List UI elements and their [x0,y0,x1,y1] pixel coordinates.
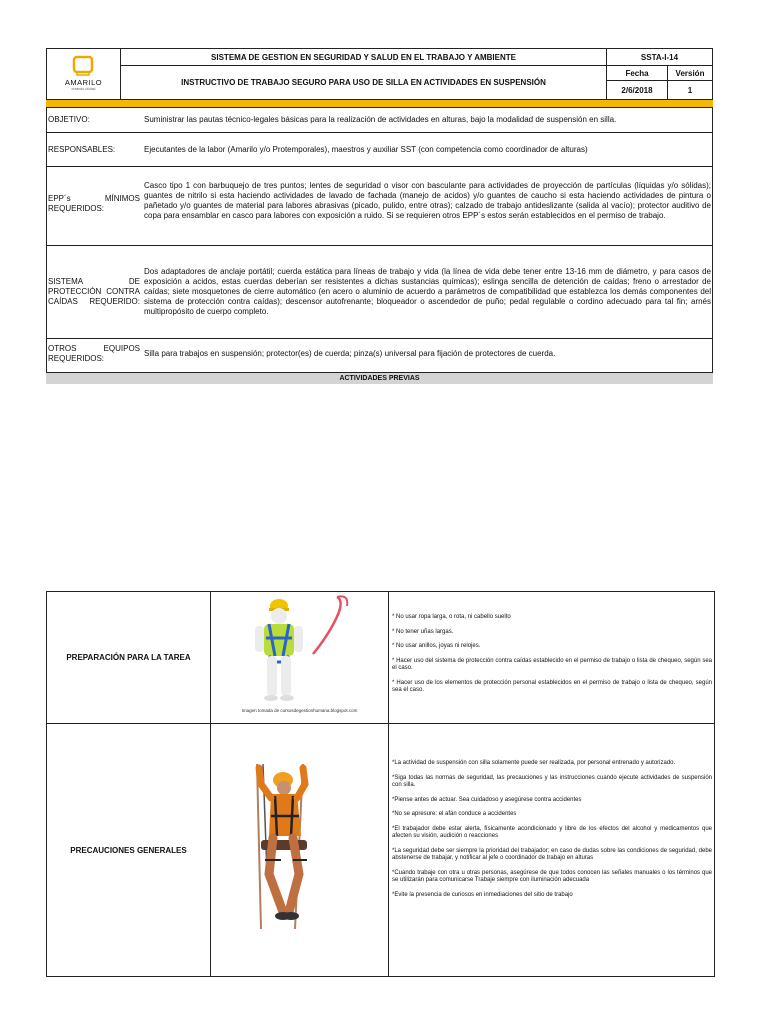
prec-bullet: *La actividad de suspensión con silla solamente puede ser realizada, por personal entrenado y autorizado. [392,760,676,766]
prec-label: PRECAUCIONES GENERALES [70,845,187,855]
prec-bullet: *La seguridad debe ser siempre la prioridad del trabajador; en caso de dudas sobre las condiciones de seguridad, debe abstenerse de trabajar, y notificar al jefe o coordinador de trabajo en alturas [392,847,712,861]
doc-code: SSTA-I-14 [606,48,713,66]
prep-bullet: * Hacer uso de los elementos de protección personal establecidos en el permiso de trabajo o lista de chequeo, según sea el caso. [392,679,712,693]
logo-cell [46,48,121,100]
prep-bullets [392,614,712,702]
prec-image [211,724,388,976]
date-label: Fecha [606,65,668,81]
objetivo-label: OBJETIVO: [48,115,90,124]
objetivo-row [46,107,713,133]
prec-bullet: *Piense antes de actuar. Sea cuidadoso y asegúrese contra accidentes [392,796,582,803]
objetivo-text: Suministrar las pautas técnico-legales básicas para la realización de actividades en alturas, bajo la modalidad de suspensión en silla. [144,115,617,124]
prep-image [211,592,388,723]
prep-image-caption: Imagen tomada de cursosdegestionhumana.blogspot.com [241,708,358,713]
otros-label: OTROS EQUIPOS REQUERIDOS: [48,344,140,363]
epp-label: EPP´s MÍNIMOS REQUERIDOS: [48,194,140,213]
prec-bullets [392,760,712,906]
date-value: 2/6/2018 [606,80,668,100]
col-divider-2 [388,591,389,977]
prep-bullet: * No tener uñas largas. [392,628,454,635]
doc-title: INSTRUCTIVO DE TRABAJO SEGURO PARA USO DE SILLA EN ACTIVIDADES EN SUSPENSIÓN [120,65,607,100]
responsables-text: Ejecutantes de la labor (Amarilo y/o Protemporales), maestros y auxiliar SST (con competencia como coordinador de alturas) [144,145,588,154]
otros-row [46,339,713,373]
yellow-band [46,100,713,107]
worker-harness-icon [211,592,388,710]
suspended-worker-icon [211,724,388,976]
prep-bullet: * No usar anillos, joyas ni relojes. [392,643,481,649]
logo-text: AMARILO [64,78,103,87]
version-label: Versión [667,65,713,81]
responsables-row [46,133,713,167]
prec-bullet: *No se apresure: el afán conduce a accidentes [392,811,517,817]
system-title: SISTEMA DE GESTION EN SEGURIDAD Y SALUD EN EL TRABAJO Y AMBIENTE [120,48,607,66]
prec-bullet: *Siga todas las normas de seguridad, las precauciones y las instrucciones cuando ejecute actividades de suspensión con silla. [392,774,712,788]
epp-text: Casco tipo 1 con barbuquejo de tres puntos; lentes de seguridad o visor con basculante para actividades de proyección de partículas (líquidas y/o sólidas); guantes de nitrilo si esta haciendo actividades de lavado de fachada (manejo de acidos) y/o guantes de caucho si esta haciendo actividades de pintura o pañetado y/o guantes de material para labores abrasivas (picado, pulido, entre otras); calzado de trabajo antideslizante (salida al vacío); protector auditivo de copa para ensamblar en casco para labores con exposición a ruido. Si se requieren otros EPP´s estos serán establecidos en el permiso de trabajo. [144,181,711,220]
prec-bullet: *El trabajador debe estar alerta, físicamente acondicionado y libre de los efectos del alcohol y medicamentos que afecten su visión, audición o reacciones [392,825,712,839]
prec-bullet: *Evite la presencia de curiosos en inmediaciones del sitio de trabajo [392,891,573,898]
actividades-previas-bar: ACTIVIDADES PREVIAS [46,373,713,384]
logo-tagline: creando ciudad [71,87,96,91]
sistema-row [46,246,713,339]
prec-bullet: *Cuando trabaje con otra u otras personas, asegúrese de que todos conocen las señales manuales o los términos que se utilizarán para comunicarse Trabaje siempre con iluminación adecuada [392,869,712,883]
prep-label: PREPARACIÓN PARA LA TAREA [66,653,191,662]
prep-bullet: * Hacer uso del sistema de protección contra caídas establecido en el permiso de trabajo o lista de chequeo, según sea el caso. [392,657,712,671]
amarilo-logo-icon [47,49,120,99]
sistema-label: SISTEMA DE PROTECCIÓN CONTRA CAÍDAS REQUERIDO: [48,277,140,306]
sistema-text: Dos adaptadores de anclaje portátil; cuerda estática para líneas de trabajo y vida (la línea de vida debe tener entre 13-16 mm de diámetro, y para casos de exposición a acidos, estas cuerdas deberían ser resistentes a dichas sustancias químicas); eslinga sencilla de detención de caídas; freno o arrestador de caídas; siete mosquetones de cierre automático (en acero o aluminio de acuerdo a parámetros de compatibilidad que establezca los demás componentes del sistema de protección contra caídas); descensor autofrenante; bloqueador o ascendedor de puño; pedal regulable o cordino adecuado para tal fin; arnés multipropósito de cuerpo completo. [144,267,711,316]
responsables-label: RESPONSABLES: [48,145,116,154]
otros-text: Silla para trabajos en suspensión; protector(es) de cuerda; pinza(s) universal para fijación de protectores de cuerda. [144,349,556,358]
version-value: 1 [667,80,713,100]
prep-bullet: * No usar ropa larga, o rota, ni cabello suelto [392,614,511,620]
epp-row [46,167,713,246]
